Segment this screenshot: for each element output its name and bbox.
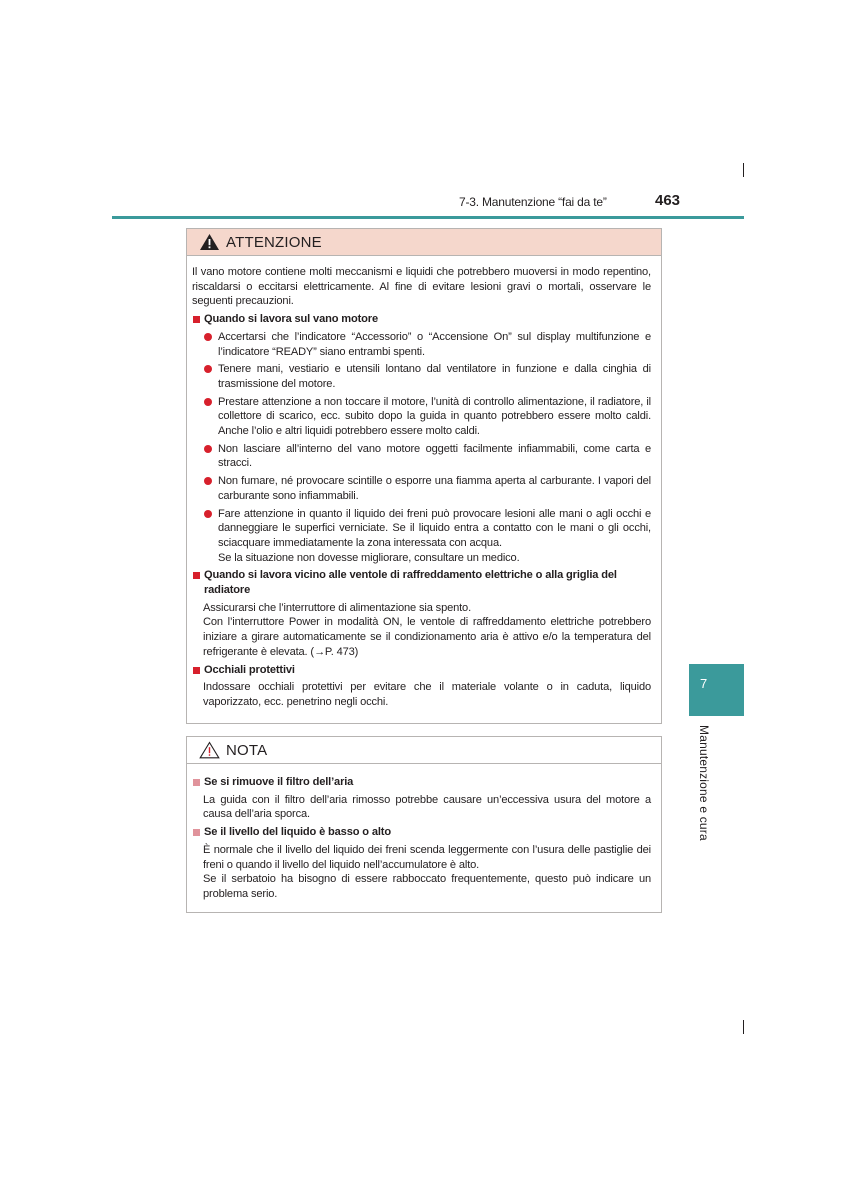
section-heading <box>192 312 651 327</box>
header-rule <box>112 216 744 219</box>
section-heading-text: Se si rimuove il filtro dell’aria <box>204 776 354 788</box>
section-text: La guida con il filtro dell’aria rimosso potrebbe causare un’eccessiva usura del motore a causa dell’aria sporca. <box>203 793 651 821</box>
bullet-dot-icon <box>204 477 212 485</box>
bullet-dot-icon <box>204 510 212 518</box>
section-heading <box>192 568 651 597</box>
section-heading-text: Quando si lavora sul vano motore <box>204 313 378 326</box>
section-heading <box>192 825 651 840</box>
list-item: Non fumare, né provocare scintille o esporre una fiamma aperta al carburante. I vapori del carburante sono infiammabili. <box>202 474 651 503</box>
bullet-dot-icon <box>204 365 212 373</box>
red-square-icon <box>193 316 200 323</box>
page-number: 463 <box>655 192 681 209</box>
crop-mark-bottom <box>743 1020 744 1034</box>
section-heading <box>192 663 651 678</box>
bullet-dot-icon <box>204 333 212 341</box>
notice-triangle-icon <box>199 741 220 759</box>
chapter-number: 7 <box>700 676 708 691</box>
list-item: Prestare attenzione a non toccare il motore, l’unità di controllo alimentazione, il radiatore, il collettore di scarico, ecc. subito dopo la guida in quanto potrebbero essere molto caldi. Anche l’olio e altri liquidi potrebbero essere molto caldi. <box>202 395 651 439</box>
notice-title: NOTA <box>226 741 268 759</box>
chapter-title: Manutenzione e cura <box>697 725 711 841</box>
list-item: Accertarsi che l’indicatore “Accessorio” o “Accensione On” sul display multifunzione e l’indicatore “READY” siano entrambi spenti. <box>202 330 651 359</box>
list-item: Tenere mani, vestiario e utensili lontano dal ventilatore in funzione e dalla cinghia di trasmissione del motore. <box>202 362 651 391</box>
pink-square-icon <box>193 779 200 786</box>
warning-box-header <box>187 229 661 256</box>
notice-body <box>187 764 661 902</box>
bullet-dot-icon <box>204 445 212 453</box>
section-heading-text: Se il livello del liquido è basso o alto <box>204 826 391 839</box>
list-item: Non lasciare all’interno del vano motore oggetti facilmente infiammabili, come carta e stracci. <box>202 442 651 471</box>
warning-triangle-icon <box>199 233 220 251</box>
warning-box <box>186 228 662 724</box>
red-square-icon <box>193 667 200 674</box>
running-header: 7-3. Manutenzione “fai da te” <box>459 195 607 209</box>
engine-bay-precautions-list <box>202 330 651 566</box>
red-square-icon <box>193 572 200 579</box>
bullet-dot-icon <box>204 398 212 406</box>
section-text: Assicurarsi che l’interruttore di alimentazione sia spento. Con l’interruttore Power in modalità ON, le ventole di raffreddamento elettriche potrebbero iniziare a girare automaticamente se il condizionamento aria è attivo e/o la temperatura del refrigerante è elevata. (→P. 473) <box>203 601 651 658</box>
section-heading <box>192 775 651 790</box>
crop-mark-top <box>743 163 744 177</box>
list-item: Fare attenzione in quanto il liquido dei freni può provocare lesioni alle mani o agli occhi e danneggiare le superfici verniciate. Se il liquido entra a contatto con le mani o gli occhi, sciacquare immediatamente la zona interessata con acqua. Se la situazione non dovesse migliorare, consultare un medico. <box>202 507 651 566</box>
chapter-tab <box>689 664 744 716</box>
section-text: Indossare occhiali protettivi per evitare che il materiale volante o in caduta, liquido vaporizzato, ecc. penetrino negli occhi. <box>203 681 651 708</box>
warning-body <box>187 256 661 710</box>
warning-intro: Il vano motore contiene molti meccanismi e liquidi che potrebbero muoversi in modo repentino, riscaldarsi o eccitarsi elettricamente. Al fine di evitare lesioni gravi o mortali, osservare le seguenti precauzioni. <box>192 266 651 308</box>
notice-box-header <box>187 737 661 764</box>
section-heading-text: Quando si lavora vicino alle ventole di raffreddamento elettriche o alla griglia del radiatore <box>204 569 617 597</box>
section-heading-text: Occhiali protettivi <box>204 663 295 676</box>
notice-box <box>186 736 662 913</box>
warning-title: ATTENZIONE <box>226 233 322 251</box>
pink-square-icon <box>193 829 200 836</box>
section-text: È normale che il livello del liquido dei freni scenda leggermente con l’usura delle pastiglie dei freni o quando il livello del liquido nell’accumulatore è alto. Se il serbatoio ha bisogno di essere rabboccato frequentemente, questo può indicare un problema serio. <box>203 843 651 900</box>
